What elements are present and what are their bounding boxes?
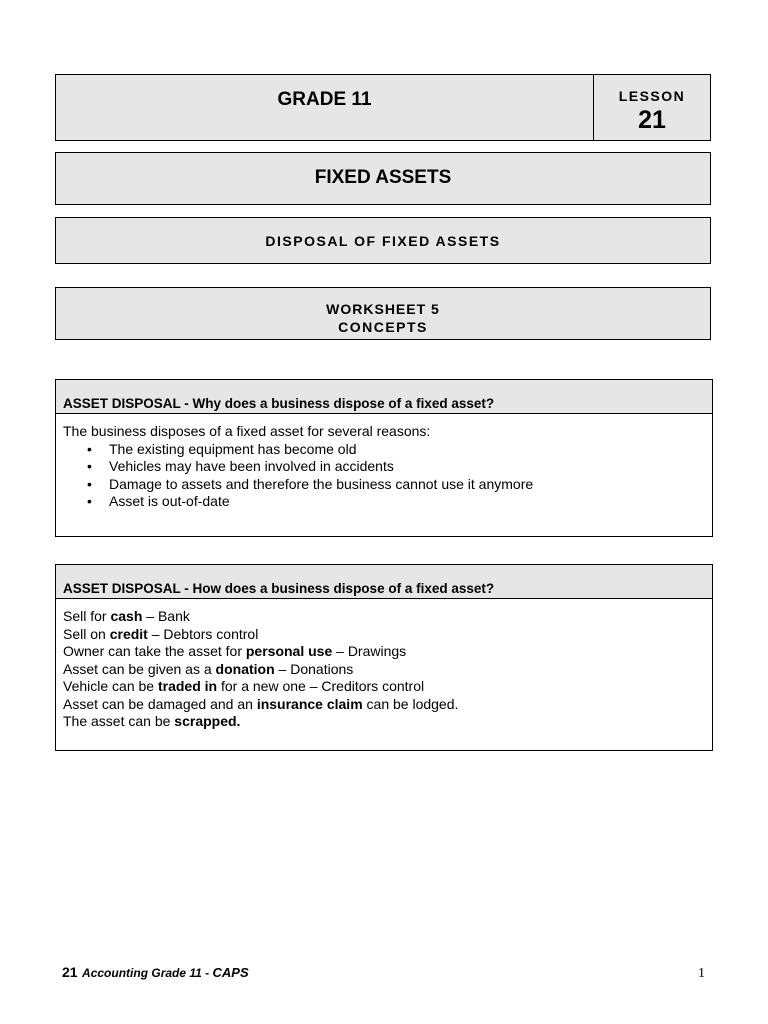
topic-title: FIXED ASSETS — [314, 166, 452, 188]
grade-title: GRADE 11 — [277, 88, 372, 110]
why-dispose-intro: The business disposes of a fixed asset for several reasons: — [63, 423, 431, 439]
lesson-number: 21 — [638, 106, 666, 134]
list-item: • Asset is out-of-date — [109, 493, 705, 511]
page-number: 1 — [698, 966, 705, 981]
footer-caps: CAPS — [212, 965, 249, 980]
lesson-label: LESSON — [618, 88, 686, 104]
list-item: • The existing equipment has become old — [109, 441, 705, 459]
page-footer — [62, 964, 249, 982]
how-dispose-heading: ASSET DISPOSAL - How does a business dispose of a fixed asset? — [56, 565, 712, 599]
method-line: Sell for cash – Bank — [63, 608, 190, 624]
lesson-cell — [593, 75, 710, 140]
footer-subject: Accounting Grade 11 - — [82, 966, 213, 980]
footer-lesson-number: 21 — [62, 964, 78, 980]
topic-box — [55, 152, 711, 205]
method-line: The asset can be scrapped. — [63, 713, 241, 729]
method-line: Vehicle can be traded in for a new one – Creditors control — [63, 678, 425, 694]
method-line: Sell on credit – Debtors control — [63, 625, 259, 642]
list-item: • Vehicles may have been involved in accidents — [109, 458, 705, 476]
list-item: • Damage to assets and therefore the business cannot use it anymore — [109, 476, 705, 494]
header-box — [55, 74, 711, 141]
subtopic-title: DISPOSAL OF FIXED ASSETS — [265, 232, 501, 249]
why-dispose-body — [56, 414, 712, 520]
subtopic-box — [55, 217, 711, 264]
worksheet-title: WORKSHEET 5 — [326, 301, 440, 317]
method-line: Asset can be given as a donation – Donations — [63, 660, 354, 677]
why-dispose-panel — [55, 379, 713, 537]
why-dispose-heading: ASSET DISPOSAL - Why does a business dispose of a fixed asset? — [56, 380, 712, 414]
worksheet-box — [55, 287, 711, 340]
worksheet-subtitle: CONCEPTS — [338, 319, 428, 335]
method-line: Owner can take the asset for personal use – Drawings — [63, 643, 407, 659]
reasons-list — [63, 441, 705, 511]
method-line: Asset can be damaged and an insurance claim can be lodged. — [63, 695, 459, 712]
how-dispose-panel — [55, 564, 713, 751]
how-dispose-body — [56, 599, 712, 740]
